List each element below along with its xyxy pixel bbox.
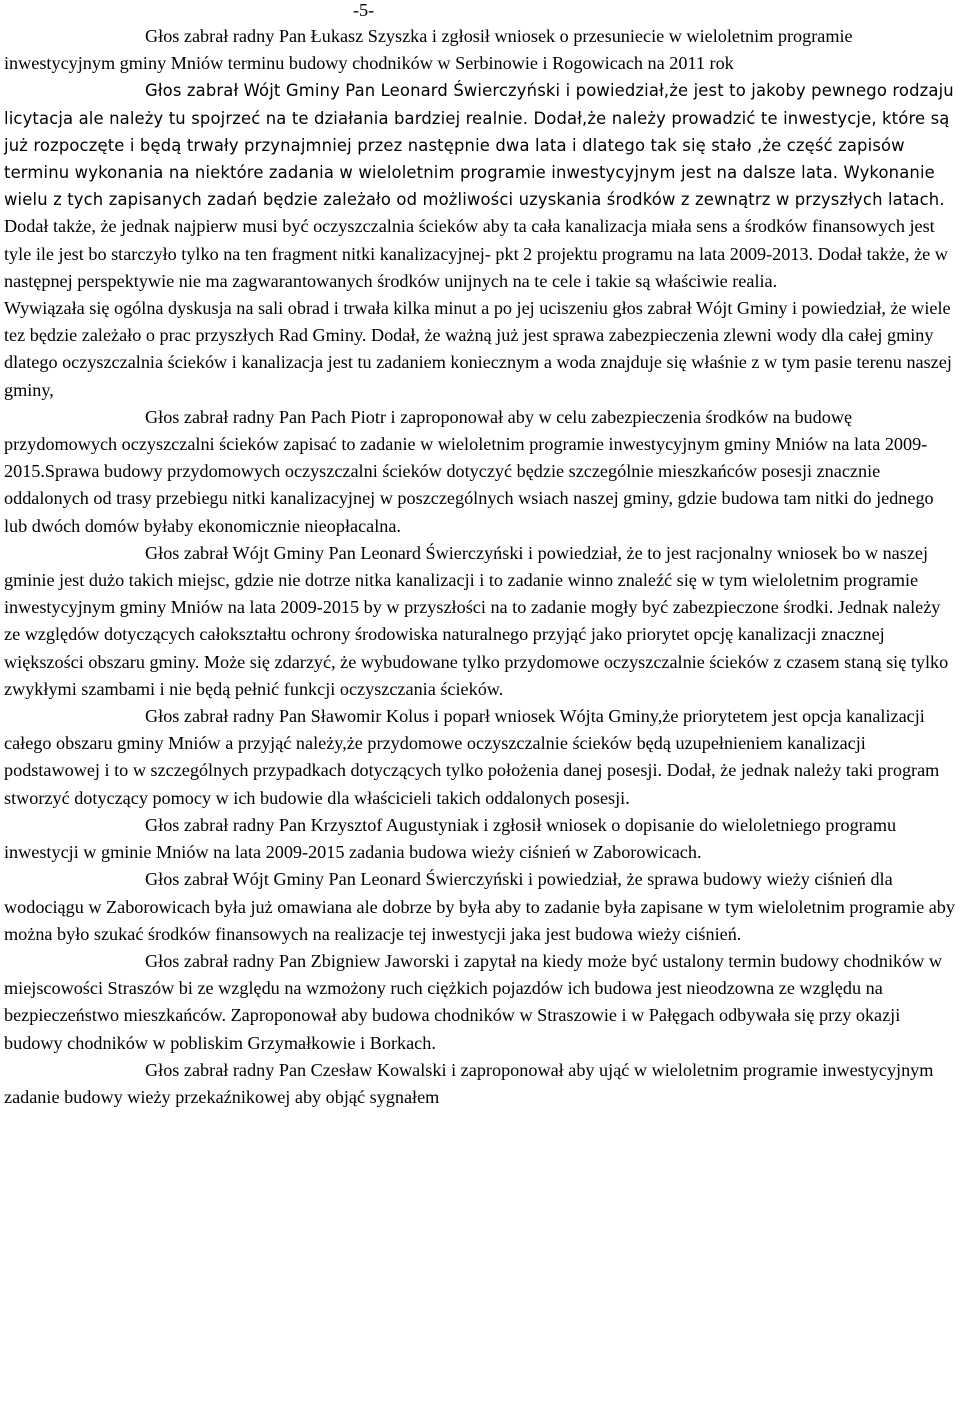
paragraph-text: Dodał także, że jednak najpierw musi być oczyszczalnia ścieków aby ta cała kanalizacja miała sens a środków finansowych jest tyle ile jest bo starczyło tylko na ten fragment nitki kanalizacyjnej- pkt 2 projektu programu na lata 2009-2013. Dodał także, że w następnej perspektywie nie ma zagwarantowanych środków unijnych na te cele i takie są właściwie realia. [4,216,948,291]
paragraph-text: Głos zabrał radny Pan Krzysztof Augustyniak i zgłosił wniosek o dopisanie do wieloletniego programu inwestycji w gminie Mniów na lata 2009-2015 zadania budowa wieży ciśnień w Zaborowicach. [4,814,897,863]
paragraph-text: Głos zabrał radny Pan Zbigniew Jaworski i zapytał na kiedy może być ustalony termin budowy chodników w miejscowości Straszów bi ze względu na wzmożony ruch ciężkich pojazdów ich budowa jest nieodzowna ze względu na bezpieczeństwo mieszkańców. Zaproponował aby budowa chodników w Straszowie i w Pałęgach odbywała się przy okazji budowy chodników w pobliskim Grzymałkowie i Borkach. [4,950,943,1053]
paragraph-general-discussion [4,295,956,404]
paragraph-wojt-reply [4,77,956,295]
paragraph-text: Głos zabrał radny Pan Sławomir Kolus i poparł wniosek Wójta Gminy,że priorytetem jest opcja kanalizacji całego obszaru gminy Mniów a przyjąć należy,że przydomowe oczyszczalnie ścieków będą uzupełnieniem kanalizacji podstawowej i to w szczególnych przypadkach dotyczących tylko położenia danej posesji. Dodał, że jednak należy taki program stworzyć dotyczący pomocy w ich budowie dla właścicieli takich oddalonych posesji. [4,706,940,808]
paragraph-pach-motion [4,404,956,540]
paragraph-text: Głos zabrał Wójt Gminy Pan Leonard Świerczyński i powiedział, że sprawa budowy wieży ciśnień dla wodociągu w Zaborowicach była już omawiana ale dobrze by była aby to zadanie była zapisane w tym wieloletnim programie aby można było szukać środków finansowych na realizacje tej inwestycji jaka jest budowa wieży ciśnień. [4,869,955,944]
paragraph-kolus-support [4,703,956,812]
paragraph-szyszka-motion [4,0,956,77]
page-number: -5- [353,0,375,20]
paragraph-text: Głos zabrał radny Pan Pach Piotr i zaproponował aby w celu zabezpieczenia środków na budowę przydomowych oczyszczalni ścieków zapisać to zadanie w wieloletnim programie inwestycyjnym gminy Mniów na lata 2009-2015.Sprawa budowy przydomowych oczyszczalni ścieków dotyczyć będzie szczególnie mieszkańców posesji znacznie oddalonych od trasy przebiegu nitki kanalizacyjnej w poszczególnych wsiach naszej gminy, gdzie budowa tam nitki do jednego lub dwóch domów byłaby ekonomicznie nieopłacalna. [4,406,934,536]
paragraph-text: Głos zabrał radny Pan Łukasz Szyszka i zgłosił wniosek o przesuniecie w wieloletnim programie inwestycyjnym gminy Mniów terminu budowy chodników w Serbinowie i Rogowicach na 2011 rok [4,26,853,74]
paragraph-kowalski-proposal [4,1057,956,1111]
paragraph-wojt-water-tower [4,866,956,948]
paragraph-text: Głos zabrał radny Pan Czesław Kowalski i zaproponował aby ująć w wieloletnim programie inwestycyjnym zadanie budowy wieży przekaźnikowej aby objąć sygnałem [4,1059,934,1107]
paragraph-wojt-response [4,540,956,703]
paragraph-augustyniak-motion [4,812,956,866]
document-body [4,0,956,1111]
paragraph-text: Głos zabrał Wójt Gminy Pan Leonard Świerczyński i powiedział, że to jest racjonalny wniosek bo w naszej gminie jest dużo takich miejsc, gdzie nie dotrze nitka kanalizacji i to zadanie winno znaleźć się w tym wieloletnim programie inwestycyjnym gminy Mniów na lata 2009-2015 by w przyszłości na to zadanie mogły być zabezpieczone środki. Jednak należy ze względów dotyczących całokształtu ochrony środowiska naturalnego przyjąć jako priorytet opcję kanalizacji znacznej większości obszaru gminy. Może się zdarzyć, że wybudowane tylko przydomowe oczyszczalnie ścieków z czasem staną się tylko zwykłymi szambami i nie będą pełnić funkcji oczyszczania ścieków. [4,542,949,699]
paragraph-text: Wywiązała się ogólna dyskusja na sali obrad i trwała kilka minut a po jej uciszeniu głos zabrał Wójt Gminy i powiedział, że wiele tez będzie zależało o prac przyszłych Rad Gminy. Dodał, że ważną już jest sprawa zabezpieczenia zlewni wody dla całej gminy dlatego oczyszczalnia ścieków i kanalizacja jest tu zadaniem koniecznym a woda znajduje się właśnie z w tym pasie terenu naszej gminy, [4,298,952,400]
paragraph-text-sans: Głos zabrał Wójt Gminy Pan Leonard Świerczyński i powiedział,że jest to jakoby pewnego rodzaju licytacja ale należy tu spojrzeć na te działania bardziej realnie. Dodał,że należy prowadzić te inwestycje, które są już rozpoczęte i będą trwały przynajmniej przez następnie dwa lata i dlatego tak się stało ,że część zapisów terminu wykonania na niektóre zadania w wieloletnim programie inwestycyjnym jest na dalsze lata. Wykonanie wielu z tych zapisanych zadań będzie zależało od możliwości uzyskania środków z zewnątrz w przyszłych latach. [4,81,954,210]
paragraph-jaworski-question [4,948,956,1057]
